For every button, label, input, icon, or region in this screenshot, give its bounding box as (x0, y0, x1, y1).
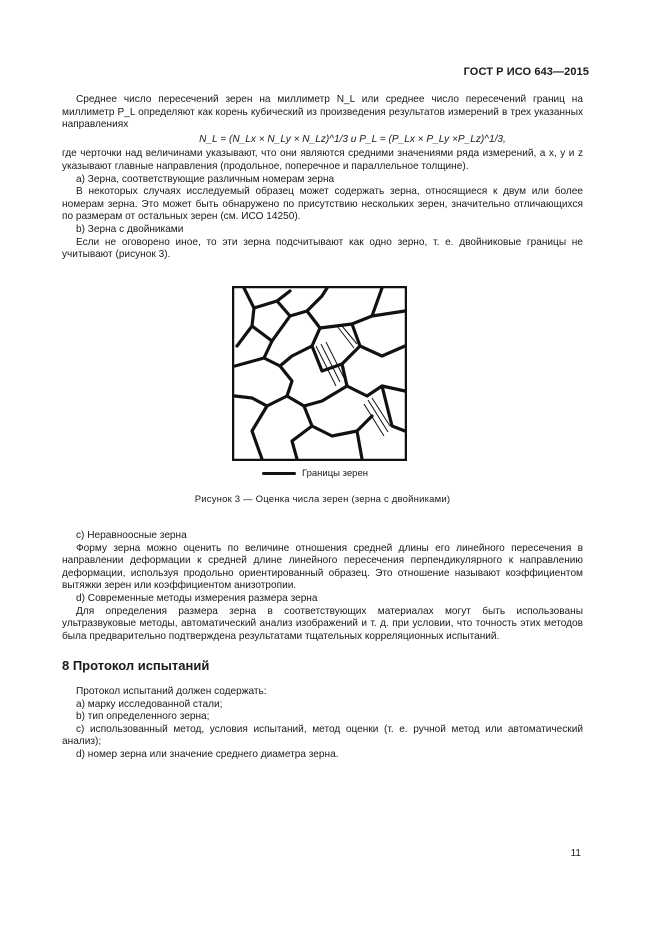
lower-block (62, 530, 583, 643)
list-item: b) тип определенного зерна; (76, 711, 210, 723)
subheading-d: d) Современные методы измерения размера зерна (76, 592, 318, 604)
section-8-body (62, 686, 583, 762)
paragraph-a: В некоторых случаях исследуемый образец может содержать зерна, относящиеся к двум или более номерам зерна. Это может быть обнаружено по присутствию нескольких зерен, значительно отличающихся по размерам от остальных зерен (см. ИСО 14250). (62, 186, 583, 223)
figure-caption: Рисунок 3 — Оценка числа зерен (зерна с двойниками) (194, 494, 451, 505)
subheading-a: а) Зерна, соответствующие различным номерам зерна (76, 173, 335, 185)
subheading-c: с) Неравноосные зерна (76, 530, 187, 541)
section-8-title: 8 Протокол испытаний (62, 658, 210, 673)
subheading-b: b) Зерна с двойниками (76, 223, 184, 235)
legend-label: Границы зерен (302, 468, 368, 479)
paragraph-overbar-note: где черточки над величинами указывают, что они являются средними значениями ряда измерений, а x, y и z указывают главные направления (продольное, поперечное и параллельное толщине). (62, 148, 583, 172)
list-item: d) номер зерна или значение среднего диаметра зерна. (76, 748, 339, 760)
paragraph-b: Если не оговорено иное, то эти зерна подсчитывают как одно зерно, т. е. двойниковые границы не учитывают (рисунок 3). (62, 236, 583, 261)
intro-block (62, 94, 583, 262)
standard-header: ГОСТ Р ИСО 643—2015 (463, 66, 589, 78)
section-8-intro: Протокол испытаний должен содержать: (76, 686, 267, 697)
formula: N_L = (N_Lx × N_Ly × N_Lz)^1/3 и P_L = (P_Lx × P_Ly ×P_Lz)^1/3, (199, 133, 506, 145)
list-item: с) использованный метод, условия испытаний, метод оценки (т. е. ручной метод или автоматический анализ); (62, 723, 583, 748)
grain-boundary-line-swatch (262, 472, 296, 475)
paragraph-intersections: Среднее число пересечений зерен на миллиметр N_L или среднее число пересечений границ на миллиметр P_L определяют как корень кубический из произведения результатов измерений в трех указанных направлениях (62, 94, 583, 131)
paragraph-d: Для определения размера зерна в соответствующих материалах могут быть использованы ультразвуковые методы, автоматический анализ изображений и т. д. при условии, что точность этих методов была предварительно подтверждена результатами тщательных корреляционных испытаний. (62, 605, 583, 642)
grain-structure-figure (232, 286, 407, 461)
figure-legend (262, 468, 368, 479)
page-number: 11 (570, 848, 581, 859)
paragraph-c: Форму зерна можно оценить по величине отношения средней длины его линейного пересечения в направлении деформации к средней длине линейного пересечения перпендикулярного к направлению деформации, используя продольно ориентированный образец. Это отношение называют коэффициентом вытяжки зерен или коэффициентом анизотропии. (62, 542, 583, 592)
list-item: а) марку исследованной стали; (76, 698, 223, 710)
figure-frame (233, 287, 406, 460)
